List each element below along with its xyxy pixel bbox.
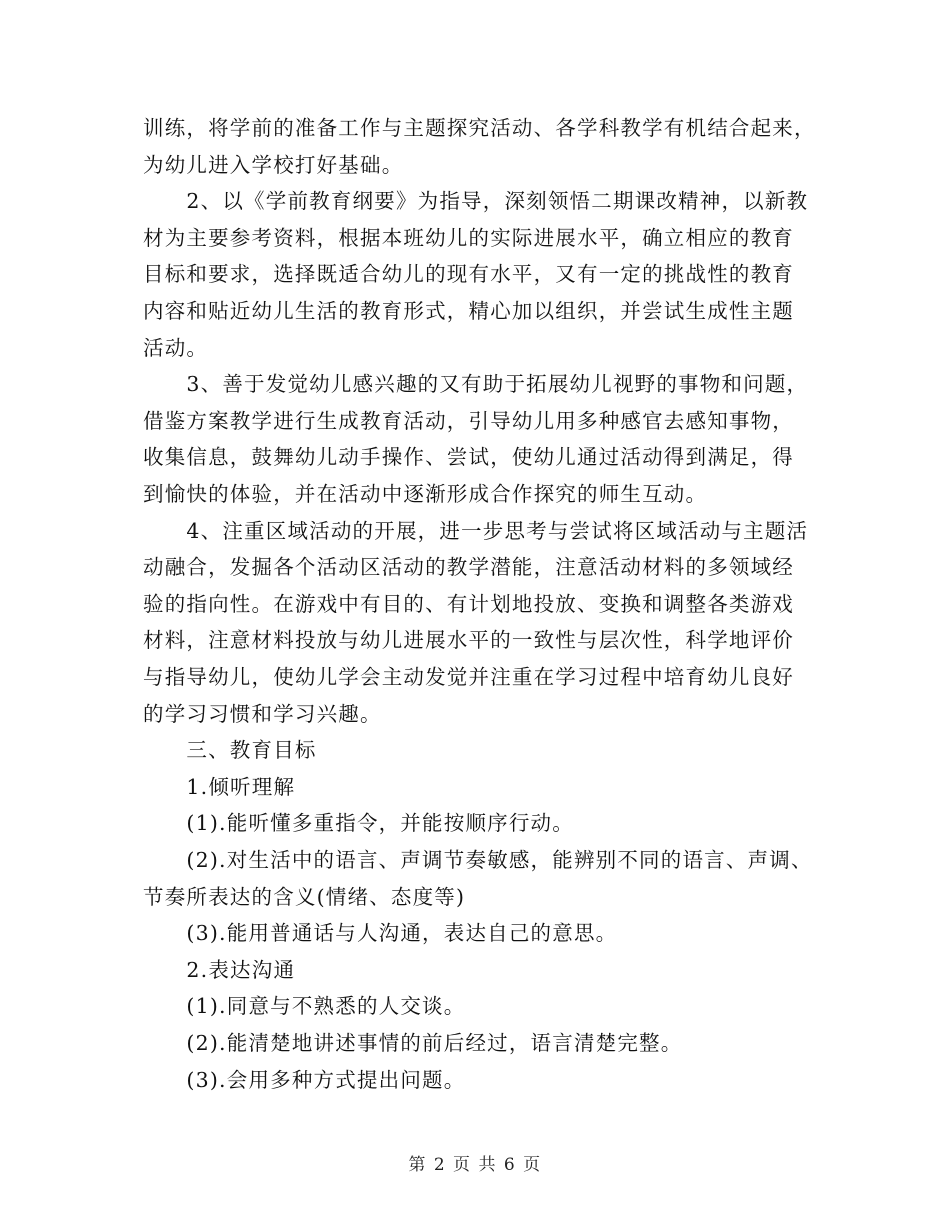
text-line: (1).能听懂多重指令，并能按顺序行动。 [143,811,574,836]
text-line: 2、以《学前教育纲要》为指导，深刻领悟二期课改精神，以新教 [143,189,809,214]
text-line: 目标和要求，选择既适合幼儿的现有水平，又有一定的挑战性的教育 [143,262,794,287]
text-line: 的学习习惯和学习兴趣。 [143,701,382,726]
text-line: (2).对生活中的语言、声调节奏敏感，能辨别不同的语言、声调、 [143,848,813,872]
text-line: 借鉴方案教学进行生成教育活动，引导幼儿用多种感官去感知事物， [143,408,794,433]
text-line: (3).会用多种方式提出问题。 [143,1067,466,1092]
text-line: 内容和贴近幼儿生活的教育形式，精心加以组织，并尝试生成性主题 [143,299,794,323]
text-line: 收集信息，鼓舞幼儿动手操作、尝试，使幼儿通过活动得到满足，得 [143,445,794,470]
text-line: (1).同意与不熟悉的人交谈。 [143,994,466,1019]
text-line: 验的指向性。在游戏中有目的、有计划地投放、变换和调整各类游戏 [143,591,794,616]
text-line: 4、注重区域活动的开展，进一步思考与尝试将区域活动与主题活 [143,518,809,543]
text-line: 节奏所表达的含义(情绪、态度等) [143,884,466,909]
text-line: (3).能用普通话与人沟通，表达自己的意思。 [143,921,618,946]
text-line: 材为主要参考资料，根据本班幼儿的实际进展水平，确立相应的教育 [143,225,794,250]
text-line: 1.倾听理解 [143,774,296,799]
text-line: 材料，注意材料投放与幼儿进展水平的一致性与层次性，科学地评价 [143,628,794,653]
text-line: 为幼儿进入学校打好基础。 [143,152,404,177]
text-line: 与指导幼儿，使幼儿学会主动发觉并注重在学习过程中培育幼儿良好 [143,665,794,689]
text-line: 动融合，发掘各个活动区活动的教学潜能，注意活动材料的多领域经 [143,555,794,580]
text-line: (2).能清楚地讲述事情的前后经过，语言清楚完整。 [143,1031,683,1055]
text-line: 活动。 [143,335,209,360]
text-line: 到愉快的体验，并在活动中逐渐形成合作探究的师生互动。 [143,482,708,506]
text-line: 2.表达沟通 [143,957,296,982]
text-line: 训练，将学前的准备工作与主题探究活动、各学科教学有机结合起来， [143,116,816,140]
text-line: 三、教育目标 [143,738,317,763]
text-line: 3、善于发觉幼儿感兴趣的又有助于拓展幼儿视野的事物和问题， [143,372,809,397]
page-footer: 第 2 页 共 6 页 [408,1155,542,1175]
